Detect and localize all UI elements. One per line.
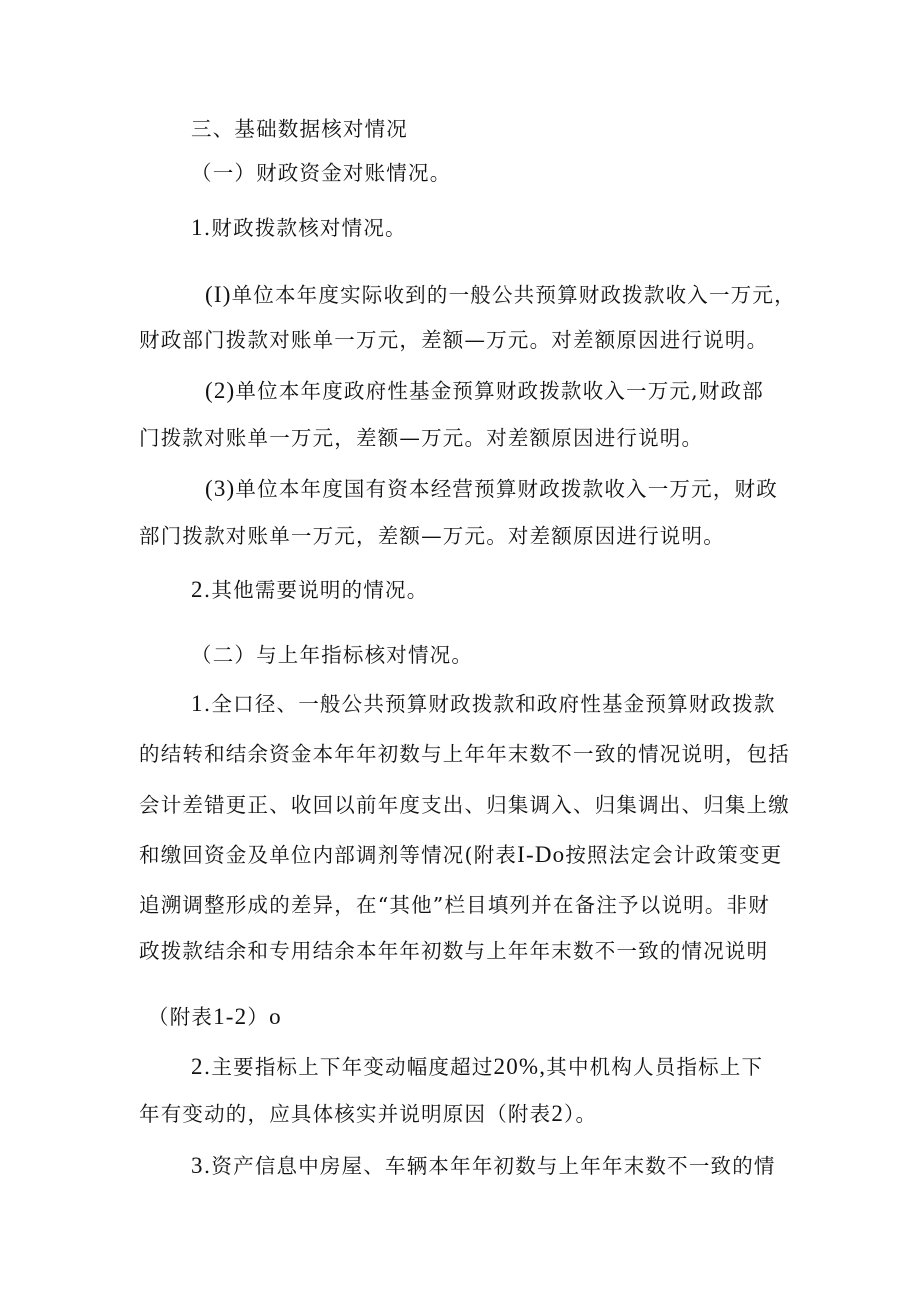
item-text: .财政拨款核对情况。 — [203, 216, 407, 240]
item-number: (I) — [205, 282, 232, 307]
item-number: (3) — [205, 476, 236, 501]
paragraph-text: 其中机构人员指标上下 — [546, 1055, 764, 1079]
paragraph-text: 单位本年度国有资本经营预算财政拨款收入一万元，财政 — [235, 477, 778, 501]
paragraph-text: ）。 — [564, 1102, 598, 1126]
paragraph-line — [139, 1100, 597, 1128]
paragraph-text: .资产信息中房屋、车辆本年年初数与上年年末数不一致的情 — [203, 1154, 776, 1178]
paragraph-text: 年有变动的，应具体核实并说明原因（附表 — [139, 1102, 552, 1126]
table-reference: 2 — [551, 1101, 565, 1126]
paragraph-line — [205, 281, 796, 309]
paragraph-text: 按照法定会计政策变更 — [565, 843, 783, 867]
item-text: .其他需要说明的情况。 — [203, 578, 429, 602]
paragraph-line: 门拨款对账单一万元，差额—万元。对差额原因进行说明。 — [139, 426, 704, 450]
stray-mark: o — [269, 1004, 282, 1029]
paragraph-text: .全口径、一般公共预算财政拨款和政府性基金预算财政拨款 — [203, 692, 776, 716]
item-number: 2 — [191, 577, 204, 602]
paragraph-text: 单位本年度实际收到的一般公共预算财政拨款收入一万元， — [231, 283, 796, 307]
list-item-heading — [191, 576, 428, 604]
paragraph-line — [191, 1053, 763, 1081]
table-reference: I-Do — [517, 842, 566, 867]
paragraph-line: 部门拨款对账单一万元，差额—万元。对差额原因进行说明。 — [139, 524, 725, 548]
paragraph-text: （附表 — [148, 1005, 214, 1029]
paragraph-line — [205, 377, 764, 405]
paragraph-line: 财政部门拨款对账单一万元，差额—万元。对差额原因进行说明。 — [139, 328, 769, 352]
item-number: 3 — [191, 1153, 204, 1178]
paragraph-line — [191, 1152, 776, 1180]
item-number: 1 — [191, 215, 204, 240]
paragraph-line: 政拨款结余和专用结余本年年初数与上年年末数不一致的情况说明 — [139, 939, 769, 963]
paragraph-line: 的结转和结余资金本年年初数与上年年末数不一致的情况说明，包括 — [139, 742, 790, 766]
paragraph-text: 单位本年度政府性基金预算财政拨款收入一万元,财政部 — [235, 379, 764, 403]
paragraph-text: .主要指标上下年变动幅度超过 — [203, 1055, 494, 1079]
item-number: 2 — [191, 1054, 204, 1079]
paragraph-text: ） — [247, 1005, 270, 1029]
table-reference: 1-2 — [213, 1004, 248, 1029]
paragraph-line — [148, 1003, 282, 1031]
section-heading: 三、基础数据核对情况 — [191, 117, 408, 141]
paragraph-text: 和缴回资金及单位内部调剂等情况(附表 — [139, 843, 518, 867]
item-number: 1 — [191, 691, 204, 716]
paragraph-line — [191, 690, 776, 718]
paragraph-line: 追溯调整形成的差异，在“其他”栏目填列并在备注予以说明。非财 — [139, 893, 770, 917]
paragraph-line — [139, 841, 782, 869]
paragraph-line — [205, 475, 778, 503]
subsection-heading: （一）财政资金对账情况。 — [191, 161, 452, 185]
paragraph-line: 会计差错更正、收回以前年度支出、归集调入、归集调出、归集上缴 — [139, 793, 790, 817]
item-number: (2) — [205, 378, 236, 403]
percent-value: 20%, — [493, 1054, 547, 1079]
subsection-heading: （二）与上年指标核对情况。 — [191, 643, 474, 667]
list-item-heading — [191, 214, 407, 242]
